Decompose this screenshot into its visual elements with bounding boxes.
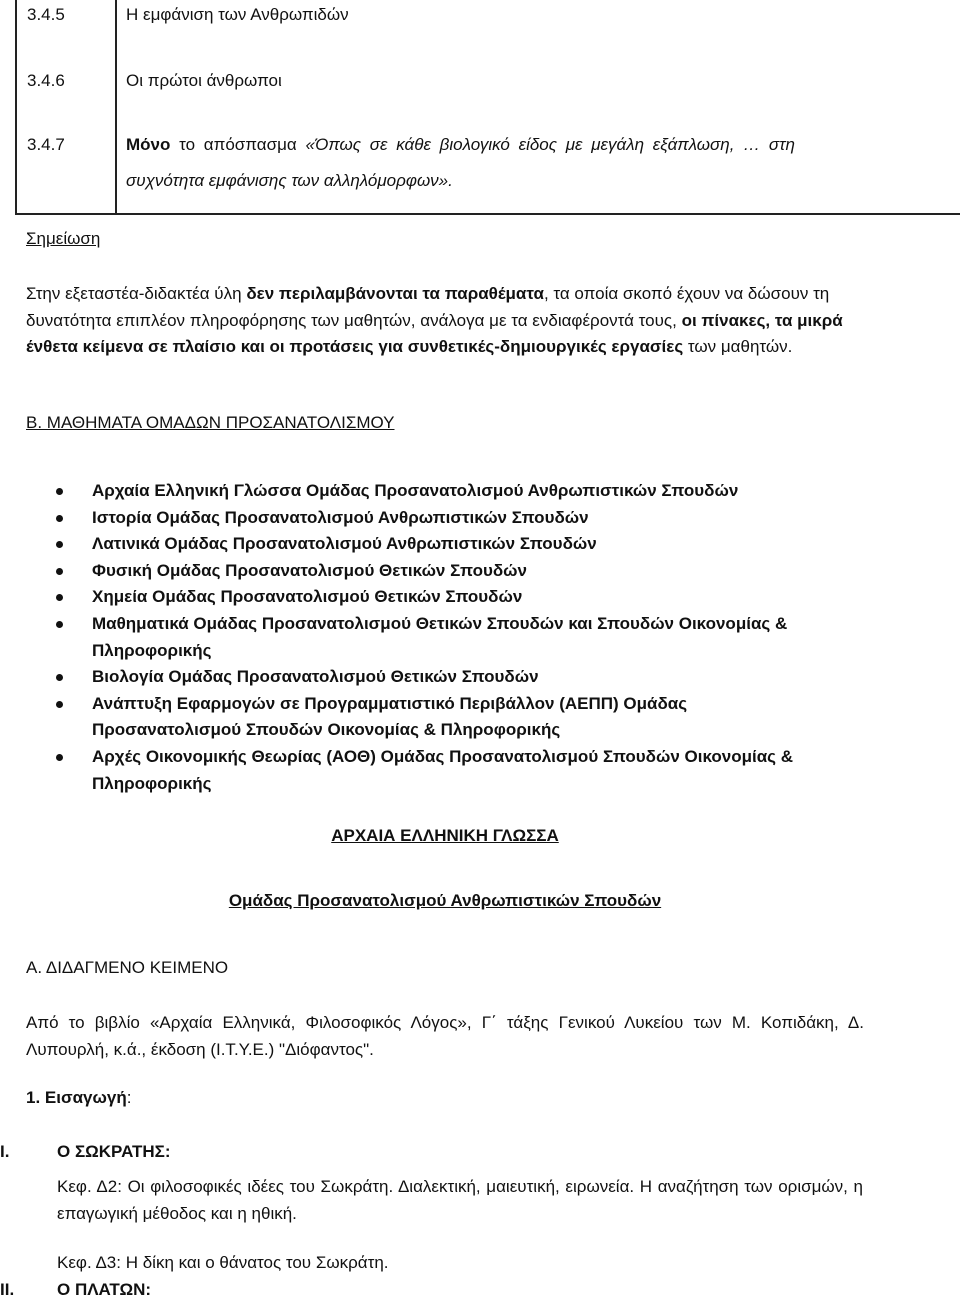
list-item: Αρχές Οικονομικής Θεωρίας (ΑΟΘ) Ομάδας Προσανατολισμού Σπουδών Οικονομίας & Πληροφορικής <box>56 744 832 797</box>
bullet-icon <box>56 674 63 681</box>
roman-numeral: II. <box>0 1280 15 1299</box>
intro-label: 1. Εισαγωγή <box>26 1088 127 1107</box>
note-text-1: Στην εξεταστέα-διδακτέα ύλη <box>26 284 242 303</box>
section-a-heading: Α. ΔΙΔΑΓΜΕΝΟ ΚΕΙΜΕΝΟ <box>26 958 229 977</box>
list-item: Χημεία Ομάδας Προσανατολισμού Θετικών Σπουδών <box>56 584 832 611</box>
list-item: Ιστορία Ομάδας Προσανατολισμού Ανθρωπιστικών Σπουδών <box>56 505 832 532</box>
table-row-number: 3.4.5 <box>27 5 65 24</box>
bullet-icon <box>56 594 63 601</box>
table-bold-word: Μόνο <box>126 135 171 154</box>
bullet-icon <box>56 621 63 628</box>
list-item: Ανάπτυξη Εφαρμογών σε Προγραμματιστικό Περιβάλλον (ΑΕΠΠ) Ομάδας Προσανατολισμού Σπουδών Οικονομίας & Πληροφορικής <box>56 691 832 744</box>
table-column-divider <box>115 0 117 213</box>
note-text-3: των μαθητών. <box>687 337 793 356</box>
note-bold-2: οι πίνακες, τα μικρά ένθετα κείμενα σε πλαίσιο και οι προτάσεις για συνθετικές-δημιουργικές εργασίες <box>26 310 843 356</box>
bullet-icon <box>56 488 63 495</box>
bullet-icon <box>56 568 63 575</box>
bullet-icon <box>56 701 63 708</box>
note-paragraph <box>26 281 886 361</box>
list-item: Αρχαία Ελληνική Γλώσσα Ομάδας Προσανατολισμού Ανθρωπιστικών Σπουδών <box>56 478 832 505</box>
list-item: Μαθηματικά Ομάδας Προσανατολισμού Θετικών Σπουδών και Σπουδών Οικονομίας & Πληροφορικής <box>56 611 832 664</box>
note-bold-1: δεν περιλαμβάνονται τα παραθέματα <box>246 284 544 303</box>
table-row-text: Οι πρώτοι άνθρωποι <box>126 71 282 90</box>
list-item: Λατινικά Ομάδας Προσανατολισμού Ανθρωπιστικών Σπουδών <box>56 531 832 558</box>
bullet-icon <box>56 515 63 522</box>
table-italic-quote-continued: συχνότητα εμφάνισης των αλληλόμορφων». <box>126 171 453 190</box>
part-text: Κεφ. Δ2: Οι φιλοσοφικές ιδέες του Σωκράτη. Διαλεκτική, μαιευτική, ειρωνεία. Η αναζήτηση των ορισμών, η επαγωγική μέθοδος και η ηθική. <box>57 1177 863 1223</box>
bullet-icon <box>56 541 63 548</box>
part-text: Κεφ. Δ3: Η δίκη και ο θάνατος του Σωκράτη. <box>57 1253 389 1272</box>
subjects-list <box>56 478 832 797</box>
table-row-number: 3.4.7 <box>27 135 65 154</box>
intro-heading: 1. Εισαγωγή: <box>26 1088 132 1107</box>
subject-title: ΑΡΧΑΙΑ ΕΛΛΗΝΙΚΗ ΓΛΩΣΣΑ <box>331 826 559 845</box>
part-title: Ο ΠΛΑΤΩΝ: <box>57 1280 152 1299</box>
list-item: Βιολογία Ομάδας Προσανατολισμού Θετικών Σπουδών <box>56 664 832 691</box>
table-plain-text: το απόσπασμα <box>179 135 297 154</box>
note-text-2: , τα οποία σκοπό έχουν να δώσουν τη δυνατότητα επιπλέον πληροφόρησης των μαθητών, ανάλογα με τα ενδιαφέροντά τους, <box>26 284 830 330</box>
bullet-icon <box>56 754 63 761</box>
note-heading: Σημείωση <box>26 229 101 248</box>
part-title: Ο ΣΩΚΡΑΤΗΣ: <box>57 1142 171 1161</box>
source-paragraph: Από το βιβλίο «Αρχαία Ελληνικά, Φιλοσοφικός Λόγος», Γ΄ τάξης Γενικού Λυκείου των Μ. Κοπιδάκη, Δ. Λυπουρλή, κ.ά., έκδοση (Ι.Τ.Υ.Ε.) "Διόφαντος". <box>26 1013 864 1059</box>
table-row-text: Η εμφάνιση των Ανθρωπιδών <box>126 5 349 24</box>
table-italic-quote: «Όπως σε κάθε βιολογικό είδος με μεγάλη εξάπλωση, … στη <box>305 135 795 154</box>
list-item: Φυσική Ομάδας Προσανατολισμού Θετικών Σπουδών <box>56 558 832 585</box>
section-b-heading: Β. ΜΑΘΗΜΑΤΑ ΟΜΑΔΩΝ ΠΡΟΣΑΝΑΤΟΛΙΣΜΟΥ <box>26 413 395 432</box>
table-row-number: 3.4.6 <box>27 71 65 90</box>
subject-subtitle: Ομάδας Προσανατολισμού Ανθρωπιστικών Σπουδών <box>228 891 662 910</box>
table-row-text <box>126 135 948 155</box>
roman-numeral: I. <box>0 1142 10 1161</box>
